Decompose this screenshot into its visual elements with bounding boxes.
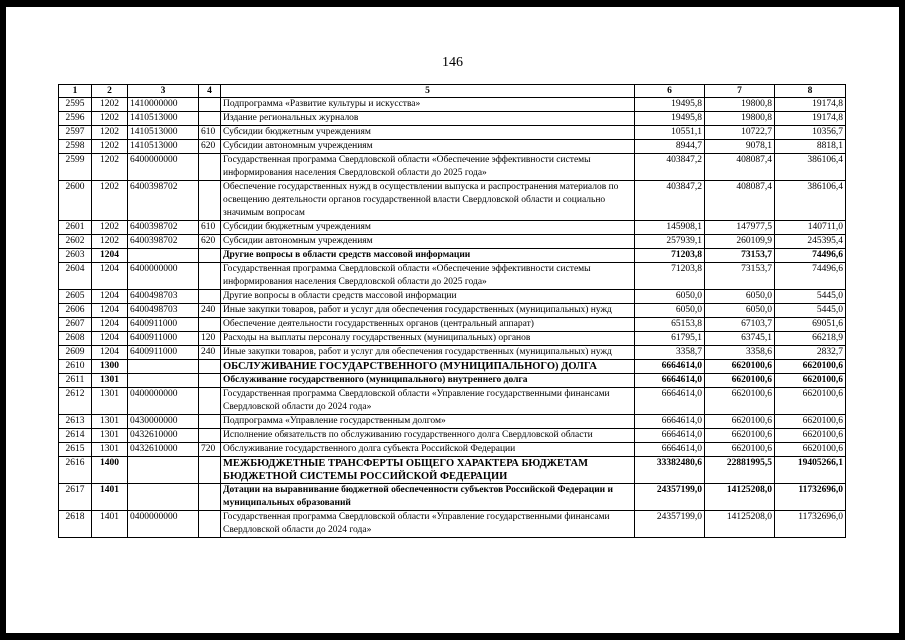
item-name-cell: ОБСЛУЖИВАНИЕ ГОСУДАРСТВЕННОГО (МУНИЦИПАЛЬНОГО) ДОЛГА <box>221 360 635 374</box>
section-code-cell: 1202 <box>92 221 128 235</box>
amount-year-2-cell: 14125208,0 <box>705 511 775 538</box>
expense-type-cell <box>199 98 221 112</box>
item-name-cell: Субсидии автономным учреждениям <box>221 140 635 154</box>
row-number-cell: 2596 <box>59 112 92 126</box>
table-row <box>59 221 846 235</box>
target-article-cell: 6400398702 <box>128 221 199 235</box>
amount-year-3-cell: 386106,4 <box>775 154 846 181</box>
amount-year-1-cell: 61795,1 <box>635 332 705 346</box>
item-name-cell: Государственная программа Свердловской области «Управление государственными финансами Свердловской области до 2024 года» <box>221 388 635 415</box>
amount-year-1-cell: 145908,1 <box>635 221 705 235</box>
item-name-cell: МЕЖБЮДЖЕТНЫЕ ТРАНСФЕРТЫ ОБЩЕГО ХАРАКТЕРА БЮДЖЕТАМ БЮДЖЕТНОЙ СИСТЕМЫ РОССИЙСКОЙ ФЕДЕРАЦИИ <box>221 457 635 484</box>
row-number-cell: 2617 <box>59 484 92 511</box>
table-row <box>59 511 846 538</box>
amount-year-1-cell: 6050,0 <box>635 304 705 318</box>
expense-type-cell <box>199 415 221 429</box>
expense-type-cell: 610 <box>199 221 221 235</box>
amount-year-3-cell: 6620100,6 <box>775 415 846 429</box>
amount-year-1-cell: 6664614,0 <box>635 360 705 374</box>
column-header: 8 <box>775 85 846 98</box>
table-row <box>59 415 846 429</box>
target-article-cell: 0432610000 <box>128 443 199 457</box>
amount-year-2-cell: 14125208,0 <box>705 484 775 511</box>
amount-year-2-cell: 63745,1 <box>705 332 775 346</box>
expense-type-cell <box>199 388 221 415</box>
amount-year-3-cell: 11732696,0 <box>775 511 846 538</box>
table-row <box>59 304 846 318</box>
amount-year-1-cell: 6664614,0 <box>635 374 705 388</box>
section-code-cell: 1300 <box>92 360 128 374</box>
amount-year-2-cell: 6620100,6 <box>705 374 775 388</box>
item-name-cell: Субсидии автономным учреждениям <box>221 235 635 249</box>
table-row <box>59 140 846 154</box>
amount-year-2-cell: 9078,1 <box>705 140 775 154</box>
amount-year-2-cell: 3358,6 <box>705 346 775 360</box>
amount-year-3-cell: 6620100,6 <box>775 443 846 457</box>
expense-type-cell: 610 <box>199 126 221 140</box>
target-article-cell: 6400498703 <box>128 304 199 318</box>
amount-year-3-cell: 5445,0 <box>775 304 846 318</box>
row-number-cell: 2607 <box>59 318 92 332</box>
item-name-cell: Государственная программа Свердловской области «Обеспечение эффективности системы информирования населения Свердловской области до 2025 года» <box>221 154 635 181</box>
table-header-row <box>59 85 846 98</box>
item-name-cell: Государственная программа Свердловской области «Управление государственными финансами Свердловской области до 2024 года» <box>221 511 635 538</box>
row-number-cell: 2598 <box>59 140 92 154</box>
expense-type-cell: 120 <box>199 332 221 346</box>
item-name-cell: Иные закупки товаров, работ и услуг для обеспечения государственных (муниципальных) нужд <box>221 346 635 360</box>
target-article-cell: 6400000000 <box>128 154 199 181</box>
amount-year-3-cell: 66218,9 <box>775 332 846 346</box>
section-code-cell: 1204 <box>92 249 128 263</box>
item-name-cell: Издание региональных журналов <box>221 112 635 126</box>
amount-year-2-cell: 408087,4 <box>705 154 775 181</box>
section-code-cell: 1204 <box>92 346 128 360</box>
amount-year-3-cell: 6620100,6 <box>775 388 846 415</box>
amount-year-3-cell: 5445,0 <box>775 290 846 304</box>
table-row <box>59 374 846 388</box>
section-code-cell: 1204 <box>92 290 128 304</box>
target-article-cell <box>128 484 199 511</box>
expense-type-cell: 620 <box>199 140 221 154</box>
amount-year-3-cell: 10356,7 <box>775 126 846 140</box>
amount-year-3-cell: 2832,7 <box>775 346 846 360</box>
section-code-cell: 1202 <box>92 140 128 154</box>
amount-year-1-cell: 65153,8 <box>635 318 705 332</box>
item-name-cell: Исполнение обязательств по обслуживанию государственного долга Свердловской области <box>221 429 635 443</box>
section-code-cell: 1202 <box>92 154 128 181</box>
table-row <box>59 429 846 443</box>
target-article-cell: 1410000000 <box>128 98 199 112</box>
amount-year-1-cell: 6050,0 <box>635 290 705 304</box>
target-article-cell: 0432610000 <box>128 429 199 443</box>
amount-year-3-cell: 8818,1 <box>775 140 846 154</box>
expense-type-cell <box>199 457 221 484</box>
section-code-cell: 1204 <box>92 304 128 318</box>
expense-type-cell: 720 <box>199 443 221 457</box>
row-number-cell: 2612 <box>59 388 92 415</box>
section-code-cell: 1401 <box>92 484 128 511</box>
section-code-cell: 1204 <box>92 332 128 346</box>
amount-year-2-cell: 10722,7 <box>705 126 775 140</box>
row-number-cell: 2615 <box>59 443 92 457</box>
expense-type-cell: 620 <box>199 235 221 249</box>
target-article-cell <box>128 374 199 388</box>
amount-year-1-cell: 257939,1 <box>635 235 705 249</box>
table-row <box>59 290 846 304</box>
target-article-cell: 6400398702 <box>128 235 199 249</box>
amount-year-2-cell: 6620100,6 <box>705 429 775 443</box>
target-article-cell: 6400398702 <box>128 181 199 221</box>
item-name-cell: Другие вопросы в области средств массовой информации <box>221 249 635 263</box>
section-code-cell: 1204 <box>92 263 128 290</box>
target-article-cell: 6400911000 <box>128 332 199 346</box>
expense-type-cell: 240 <box>199 346 221 360</box>
table-row <box>59 318 846 332</box>
row-number-cell: 2616 <box>59 457 92 484</box>
item-name-cell: Обеспечение государственных нужд в осуществлении выпуска и распространения материалов по освещению деятельности органов государственной власти Свердловской области и социально значимым вопросам <box>221 181 635 221</box>
amount-year-2-cell: 73153,7 <box>705 263 775 290</box>
target-article-cell: 1410513000 <box>128 112 199 126</box>
amount-year-1-cell: 403847,2 <box>635 181 705 221</box>
column-header: 2 <box>92 85 128 98</box>
section-code-cell: 1204 <box>92 318 128 332</box>
target-article-cell: 0430000000 <box>128 415 199 429</box>
table-row <box>59 154 846 181</box>
section-code-cell: 1202 <box>92 112 128 126</box>
row-number-cell: 2604 <box>59 263 92 290</box>
amount-year-1-cell: 24357199,0 <box>635 511 705 538</box>
table-row <box>59 443 846 457</box>
amount-year-2-cell: 22881995,5 <box>705 457 775 484</box>
amount-year-1-cell: 8944,7 <box>635 140 705 154</box>
table-row <box>59 126 846 140</box>
item-name-cell: Другие вопросы в области средств массовой информации <box>221 290 635 304</box>
item-name-cell: Обслуживание государственного (муниципального) внутреннего долга <box>221 374 635 388</box>
column-header: 5 <box>221 85 635 98</box>
amount-year-1-cell: 33382480,6 <box>635 457 705 484</box>
column-header: 4 <box>199 85 221 98</box>
table-row <box>59 457 846 484</box>
table-row <box>59 360 846 374</box>
item-name-cell: Государственная программа Свердловской области «Обеспечение эффективности системы информирования населения Свердловской области до 2025 года» <box>221 263 635 290</box>
amount-year-3-cell: 245395,4 <box>775 235 846 249</box>
item-name-cell: Обеспечение деятельности государственных органов (центральный аппарат) <box>221 318 635 332</box>
amount-year-2-cell: 6620100,6 <box>705 360 775 374</box>
row-number-cell: 2597 <box>59 126 92 140</box>
target-article-cell: 6400498703 <box>128 290 199 304</box>
amount-year-2-cell: 6620100,6 <box>705 415 775 429</box>
target-article-cell: 0400000000 <box>128 388 199 415</box>
row-number-cell: 2613 <box>59 415 92 429</box>
amount-year-3-cell: 11732696,0 <box>775 484 846 511</box>
amount-year-2-cell: 67103,7 <box>705 318 775 332</box>
row-number-cell: 2601 <box>59 221 92 235</box>
target-article-cell: 6400911000 <box>128 318 199 332</box>
section-code-cell: 1400 <box>92 457 128 484</box>
table-row <box>59 263 846 290</box>
amount-year-1-cell: 24357199,0 <box>635 484 705 511</box>
row-number-cell: 2595 <box>59 98 92 112</box>
item-name-cell: Субсидии бюджетным учреждениям <box>221 126 635 140</box>
table-row <box>59 235 846 249</box>
item-name-cell: Иные закупки товаров, работ и услуг для обеспечения государственных (муниципальных) нужд <box>221 304 635 318</box>
column-header: 7 <box>705 85 775 98</box>
section-code-cell: 1301 <box>92 374 128 388</box>
amount-year-3-cell: 140711,0 <box>775 221 846 235</box>
expense-type-cell <box>199 263 221 290</box>
row-number-cell: 2603 <box>59 249 92 263</box>
table-row <box>59 388 846 415</box>
column-header: 3 <box>128 85 199 98</box>
amount-year-1-cell: 71203,8 <box>635 249 705 263</box>
amount-year-2-cell: 6050,0 <box>705 304 775 318</box>
expense-type-cell: 240 <box>199 304 221 318</box>
amount-year-2-cell: 6050,0 <box>705 290 775 304</box>
target-article-cell: 6400911000 <box>128 346 199 360</box>
amount-year-1-cell: 19495,8 <box>635 98 705 112</box>
expense-type-cell <box>199 360 221 374</box>
target-article-cell <box>128 249 199 263</box>
table-row <box>59 249 846 263</box>
item-name-cell: Дотации на выравнивание бюджетной обеспеченности субъектов Российской Федерации и муниципальных образований <box>221 484 635 511</box>
expense-type-cell <box>199 112 221 126</box>
amount-year-3-cell: 74496,6 <box>775 249 846 263</box>
page-number: 146 <box>442 55 463 70</box>
amount-year-2-cell: 408087,4 <box>705 181 775 221</box>
amount-year-3-cell: 6620100,6 <box>775 429 846 443</box>
table-row <box>59 332 846 346</box>
item-name-cell: Подпрограмма «Развитие культуры и искусства» <box>221 98 635 112</box>
row-number-cell: 2605 <box>59 290 92 304</box>
amount-year-1-cell: 19495,8 <box>635 112 705 126</box>
row-number-cell: 2608 <box>59 332 92 346</box>
target-article-cell: 0400000000 <box>128 511 199 538</box>
item-name-cell: Расходы на выплаты персоналу государственных (муниципальных) органов <box>221 332 635 346</box>
row-number-cell: 2606 <box>59 304 92 318</box>
target-article-cell <box>128 457 199 484</box>
target-article-cell <box>128 360 199 374</box>
target-article-cell: 1410513000 <box>128 126 199 140</box>
amount-year-3-cell: 19174,8 <box>775 98 846 112</box>
expense-type-cell <box>199 429 221 443</box>
section-code-cell: 1401 <box>92 511 128 538</box>
table-row <box>59 98 846 112</box>
amount-year-1-cell: 6664614,0 <box>635 443 705 457</box>
amount-year-2-cell: 6620100,6 <box>705 388 775 415</box>
row-number-cell: 2610 <box>59 360 92 374</box>
amount-year-2-cell: 6620100,6 <box>705 443 775 457</box>
section-code-cell: 1301 <box>92 388 128 415</box>
expense-type-cell <box>199 181 221 221</box>
item-name-cell: Подпрограмма «Управление государственным долгом» <box>221 415 635 429</box>
amount-year-1-cell: 403847,2 <box>635 154 705 181</box>
amount-year-1-cell: 6664614,0 <box>635 415 705 429</box>
section-code-cell: 1202 <box>92 98 128 112</box>
row-number-cell: 2611 <box>59 374 92 388</box>
expense-type-cell <box>199 154 221 181</box>
expense-type-cell <box>199 484 221 511</box>
amount-year-3-cell: 74496,6 <box>775 263 846 290</box>
section-code-cell: 1301 <box>92 443 128 457</box>
target-article-cell: 6400000000 <box>128 263 199 290</box>
section-code-cell: 1202 <box>92 126 128 140</box>
item-name-cell: Обслуживание государственного долга субъекта Российской Федерации <box>221 443 635 457</box>
column-header: 1 <box>59 85 92 98</box>
column-header: 6 <box>635 85 705 98</box>
amount-year-2-cell: 73153,7 <box>705 249 775 263</box>
budget-table <box>58 84 846 538</box>
amount-year-2-cell: 19800,8 <box>705 98 775 112</box>
amount-year-1-cell: 10551,1 <box>635 126 705 140</box>
table-row <box>59 484 846 511</box>
row-number-cell: 2609 <box>59 346 92 360</box>
amount-year-3-cell: 6620100,6 <box>775 374 846 388</box>
expense-type-cell <box>199 318 221 332</box>
amount-year-3-cell: 19174,8 <box>775 112 846 126</box>
amount-year-1-cell: 6664614,0 <box>635 388 705 415</box>
table-row <box>59 181 846 221</box>
table-body <box>59 98 846 538</box>
amount-year-3-cell: 6620100,6 <box>775 360 846 374</box>
section-code-cell: 1202 <box>92 235 128 249</box>
section-code-cell: 1301 <box>92 415 128 429</box>
expense-type-cell <box>199 374 221 388</box>
row-number-cell: 2618 <box>59 511 92 538</box>
amount-year-2-cell: 260109,9 <box>705 235 775 249</box>
expense-type-cell <box>199 290 221 304</box>
row-number-cell: 2602 <box>59 235 92 249</box>
row-number-cell: 2614 <box>59 429 92 443</box>
table-row <box>59 112 846 126</box>
amount-year-2-cell: 147977,5 <box>705 221 775 235</box>
document-page <box>6 7 899 633</box>
amount-year-1-cell: 6664614,0 <box>635 429 705 443</box>
amount-year-1-cell: 71203,8 <box>635 263 705 290</box>
table-row <box>59 346 846 360</box>
item-name-cell: Субсидии бюджетным учреждениям <box>221 221 635 235</box>
amount-year-3-cell: 19405266,1 <box>775 457 846 484</box>
amount-year-1-cell: 3358,7 <box>635 346 705 360</box>
target-article-cell: 1410513000 <box>128 140 199 154</box>
row-number-cell: 2599 <box>59 154 92 181</box>
amount-year-3-cell: 386106,4 <box>775 181 846 221</box>
expense-type-cell <box>199 249 221 263</box>
expense-type-cell <box>199 511 221 538</box>
amount-year-3-cell: 69051,6 <box>775 318 846 332</box>
section-code-cell: 1301 <box>92 429 128 443</box>
section-code-cell: 1202 <box>92 181 128 221</box>
amount-year-2-cell: 19800,8 <box>705 112 775 126</box>
row-number-cell: 2600 <box>59 181 92 221</box>
